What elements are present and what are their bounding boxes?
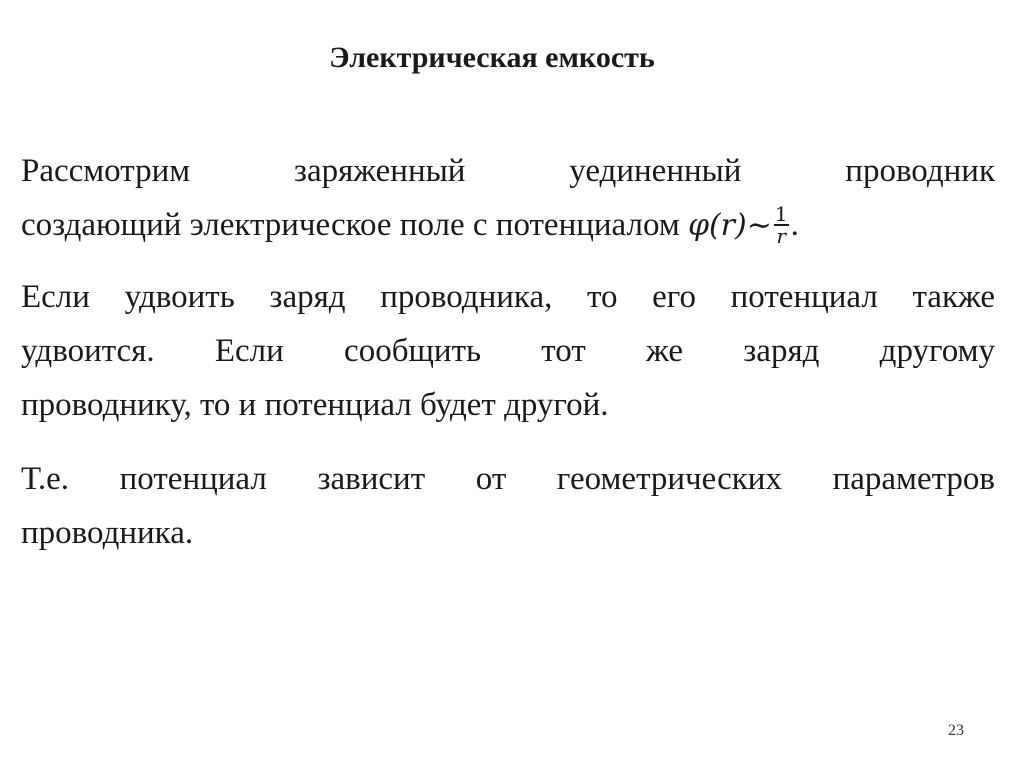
paragraph-conclusion	[21, 452, 995, 560]
slide-title: Электрическая емкость	[329, 41, 655, 74]
page-number: 23	[948, 722, 964, 739]
fraction-one-over-r	[774, 202, 789, 249]
formula-period: .	[790, 207, 799, 243]
fraction-numerator: 1	[774, 202, 788, 227]
paragraph-potential-intro	[21, 144, 995, 253]
paragraph-charge-doubling	[21, 270, 995, 432]
paragraph-line: удвоится. Если сообщить тот же заряд другому	[21, 333, 995, 369]
potential-formula: φ(r)∼	[687, 208, 772, 243]
paragraph-line: Если удвоить заряд проводника, то его потенциал также	[21, 279, 995, 315]
paragraph-line: проводника.	[21, 515, 194, 551]
fraction-denominator: r	[776, 224, 787, 249]
paragraph-line: Т.е. потенциал зависит от геометрических параметров	[21, 461, 995, 497]
paragraph-line-with-formula	[21, 198, 995, 253]
line-text: создающий электрическое поле с потенциалом	[21, 207, 688, 243]
paragraph-line: Рассмотрим заряженный уединенный проводник	[21, 153, 995, 189]
paragraph-line: проводнику, то и потенциал будет другой.	[21, 387, 609, 423]
